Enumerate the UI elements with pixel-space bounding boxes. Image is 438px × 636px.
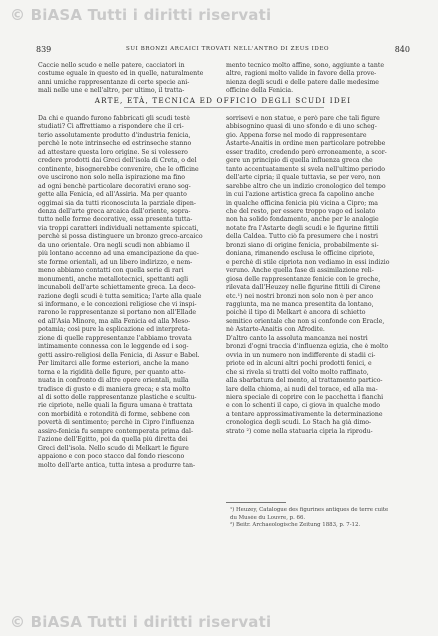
text-line: doniana, rimanendo esclusa le officine cipriote, bbox=[226, 250, 375, 258]
top-right-column bbox=[226, 62, 408, 96]
text-line: sarebbe altro che un indizio cronologico del tempo bbox=[226, 182, 386, 190]
text-line: ad ogni benchè particolare decorativi erano sog- bbox=[38, 182, 191, 190]
text-line: veruno. Anche quella fase di assimilazione reli- bbox=[226, 267, 374, 275]
text-line: tanto accentuatamente si svela nell'ultimo periodo bbox=[226, 165, 385, 173]
text-line: che del resto, per essere troppo vago ed isolato bbox=[226, 207, 376, 215]
text-line: denza dell'arte greca arcaica dall'oriente, sopra- bbox=[38, 207, 191, 215]
text-line: potamia; così pure la esplicazione ed interpreta- bbox=[38, 326, 190, 334]
text-line: molto dell'arte antica, tutta intesa a produrre tan- bbox=[38, 461, 196, 469]
text-line: nè Astarte-Anaitis con Afrodite. bbox=[226, 326, 325, 334]
top-left-column bbox=[38, 62, 220, 96]
text-line: gette alla Fenicia, ed all'Assiria. Ma per quanto bbox=[38, 191, 187, 199]
footnote-rule bbox=[226, 502, 286, 503]
running-title: SUI BRONZI ARCAICI TROVATI NELL'ANTRO DI ZEUS IDEO bbox=[126, 46, 330, 52]
text-line: gere un principio di quella influenza greca che bbox=[226, 157, 373, 165]
text-line: niera speciale di coprire con le pacchetta i fianchi bbox=[226, 393, 384, 401]
text-line: poichè il tipo di Melkart è ancora di schietto bbox=[226, 309, 366, 317]
text-line: terio assolutamente produtto d'industria fenicia, bbox=[38, 131, 191, 139]
text-line: notate fra l'Astarte degli scudi e le figurine fittili bbox=[226, 224, 379, 232]
text-line: mali nelle une e nell'altro, per ultimo, il tratta- bbox=[38, 87, 185, 95]
text-line: raggiunta, ma ne manca presentita da lontano, bbox=[226, 300, 374, 308]
text-line: ste forme orientali, ad un libero indirizzo, e nem- bbox=[38, 258, 193, 266]
section-title: ARTE, ETÀ, TECNICA ED OFFICIO DEGLI SCUDI IDEI bbox=[94, 96, 352, 105]
text-line: mento tecnico molto affine, sono, aggiunte a tante bbox=[226, 62, 385, 69]
text-line: Per limitarci alle forme esteriori, anche la mano bbox=[38, 360, 189, 368]
text-line: assiro-fenicia fu sempre contemperata prima dal- bbox=[38, 427, 194, 435]
text-line: nienza degli scudi e delle patere dalle medesime bbox=[226, 78, 379, 86]
text-line: strato ²) come nella statuaria cipria la riprodu- bbox=[226, 427, 373, 435]
text-line: ad attestare questa loro origine. Se si volessero bbox=[38, 148, 188, 156]
body-left-column bbox=[38, 115, 220, 470]
text-line: e perchè di stile cipriota non vediamo in essi indizio bbox=[226, 258, 390, 266]
text-line: lare della chioma, ai nudi del torace, ed alla ma- bbox=[226, 385, 378, 393]
text-line: Caccie nello scudo e nelle patere, cacciatori in bbox=[38, 62, 185, 69]
page-number-right: 840 bbox=[394, 45, 410, 54]
text-line: della Caldea. Tutto ciò fa presumere che i nostri bbox=[226, 233, 378, 241]
text-line: intimamente connessa con le leggende ed i sog- bbox=[38, 343, 189, 351]
text-line: zione di quelle rappresentanze l'abbiamo trovata bbox=[38, 334, 192, 342]
text-line: dell'arte cipria; il quale tuttavia, se per vero, non bbox=[226, 174, 381, 182]
text-line: ¹) Heuzey, Catalogue des figurines antiques de terre cuite bbox=[230, 507, 389, 513]
text-line: perchè si possa distinguere un bronzo greco-arcaico bbox=[38, 233, 203, 241]
text-line: oggimai sia da tutti riconosciuta la parziale dipen- bbox=[38, 199, 196, 207]
text-line: rie cipriote, nelle quali la figura umana è trattata bbox=[38, 402, 193, 410]
text-line: getti assiro-religiosi della Fenicia, di Assur e Babel. bbox=[38, 351, 200, 359]
text-line: continente, bisognerebbe convenire, che le officine bbox=[38, 165, 199, 173]
text-line: cronologica degli scudi. Lo Stach ha già dimo- bbox=[226, 419, 372, 427]
text-line: in cui l'azione artistica greca fa capolino anche bbox=[226, 191, 375, 199]
text-line: studiati? Ci affrettiamo a rispondere che il cri- bbox=[38, 123, 184, 131]
text-line: non ha solido fondamento, anche per le analogie bbox=[226, 216, 379, 224]
text-line: esser tradito, credendo però erroneamente, a scor- bbox=[226, 148, 387, 156]
text-line: Greci dell'isola. Nello scudo di Melkart le figure bbox=[38, 444, 189, 452]
text-line: rarono le rappresentanze si portano non all'Ellade bbox=[38, 309, 197, 317]
text-line: abbisognino quasi di uno sfondo e di uno scheg- bbox=[226, 123, 377, 131]
text-line: ²) Beitr. Archaeologische Zeitung 1883, p. 7-12. bbox=[230, 522, 361, 529]
text-line: D'altro canto la assoluta mancanza nei nostri bbox=[226, 334, 368, 342]
text-line: perchè le note intrinseche ed estrinseche stanno bbox=[38, 140, 192, 148]
page-header bbox=[36, 45, 410, 59]
text-line: bronzi d'ogni traccia d'influenza egizia, che è molto bbox=[226, 343, 389, 351]
text-line: du Musée du Louvre, p. 66. bbox=[230, 514, 306, 521]
text-line: monumenti, anche metallotecnici, spettanti agli bbox=[38, 275, 189, 283]
text-line: che si rivela si tratti del volto molto raffinato, bbox=[226, 368, 369, 376]
text-line: costume eguale in questo ed in quelle, naturalmente bbox=[38, 70, 204, 78]
text-line: ovvia in un numero non indifferente di stadii ci- bbox=[226, 351, 376, 359]
text-line: razione degli scudi è tutta semitica; l'arte alla quale bbox=[38, 292, 202, 300]
text-line: rilevata dall'Heuzey nelle figurine fittili di Cirene bbox=[226, 284, 381, 292]
copyright-watermark-bottom: © BiASA Tutti i diritti riservati bbox=[10, 613, 272, 631]
text-line: e con lo schenti il capo, ci giova in qualche modo bbox=[226, 402, 380, 410]
text-line: alla sbarbatura del mento, al trattamento partico- bbox=[226, 377, 383, 385]
text-line: credere prodotti dai Greci dell'isola di Creta, o del bbox=[38, 157, 197, 165]
text-line: incunaboli dell'arte schiettamente greca. La deco- bbox=[38, 284, 196, 292]
text-line: via troppi caratteri individuali nettamente spiccati, bbox=[38, 224, 199, 232]
text-line: giosa delle rappresentanze fenicie con le greche, bbox=[226, 275, 381, 283]
footnotes bbox=[230, 507, 406, 530]
text-line: nuata in confronto di altre opere orientali, nulla bbox=[38, 377, 189, 385]
text-line: tradisce di gusto e di maniera greca; e sta molto bbox=[38, 385, 191, 393]
copyright-watermark-top: © BiASA Tutti i diritti riservati bbox=[10, 6, 272, 24]
text-line: con morbidità e rotondità di forme, sebbene con bbox=[38, 410, 190, 418]
text-line: Astarte-Anaitis in ordine men particolare potrebbe bbox=[226, 140, 386, 148]
text-line: etc.¹) nei nostri bronzi non solo non è per anco bbox=[226, 292, 374, 300]
text-line: priote ed in alcuni altri pochi prodotti fenici, e bbox=[226, 360, 372, 368]
text-line: più lontano accenno ad una emancipazione da que- bbox=[38, 250, 199, 258]
text-line: ed all'Asia Minore, ma alla Fenicia ed alla Meso- bbox=[38, 317, 191, 325]
page-number-left: 839 bbox=[36, 45, 52, 54]
text-line: appaiono e con poco stacco dal fondo riescono bbox=[38, 453, 185, 461]
text-line: si informano, e le concezioni religiose che vi inspi- bbox=[38, 300, 197, 308]
text-line: officine della Fenicia. bbox=[226, 87, 294, 95]
text-line: semitico orientale che non si confonde con Eracle, bbox=[226, 317, 385, 325]
text-line: tutto nelle forme decorative, essa presenta tutta- bbox=[38, 216, 193, 224]
text-line: in qualche officina fenicia più vicina a Cipro; ma bbox=[226, 199, 378, 207]
text-line: ove uscirono non solo nella ispirazione ma fino bbox=[38, 174, 185, 182]
text-line: torna e la rigidità delle figure, per quanto atte- bbox=[38, 368, 186, 376]
text-line: bronzi siano di origine fenicia, probabilmente si- bbox=[226, 241, 379, 249]
text-line: altre, ragioni molto valide in favore della prove- bbox=[226, 70, 377, 78]
text-line: meno abbiamo contatti con quella serie di rari bbox=[38, 267, 184, 275]
title-rule bbox=[124, 107, 324, 108]
text-line: a tentare approssimativamente la determinazione bbox=[226, 410, 383, 418]
body-right-column bbox=[226, 115, 408, 436]
text-line: Da chi e quando furono fabbricati gli scudi testè bbox=[38, 115, 190, 122]
text-line: al di sotto delle rappresentanze plastiche e scultu- bbox=[38, 393, 197, 401]
text-line: povertà di sentimento; perchè in Cipro l'influenza bbox=[38, 419, 195, 427]
text-line: gio. Appena forse nel modo di rappresentare bbox=[226, 131, 367, 139]
text-line: anni umiche rappresentanze di certe specie ani- bbox=[38, 78, 190, 86]
text-line: sorrisevi e non statue, e però pare che tali figure bbox=[226, 115, 380, 122]
text-line: da uno orientale. Ora negli scudi non abbiamo il bbox=[38, 241, 190, 249]
text-line: l'azione dell'Egitto, poi da quella più diretta dei bbox=[38, 436, 188, 444]
